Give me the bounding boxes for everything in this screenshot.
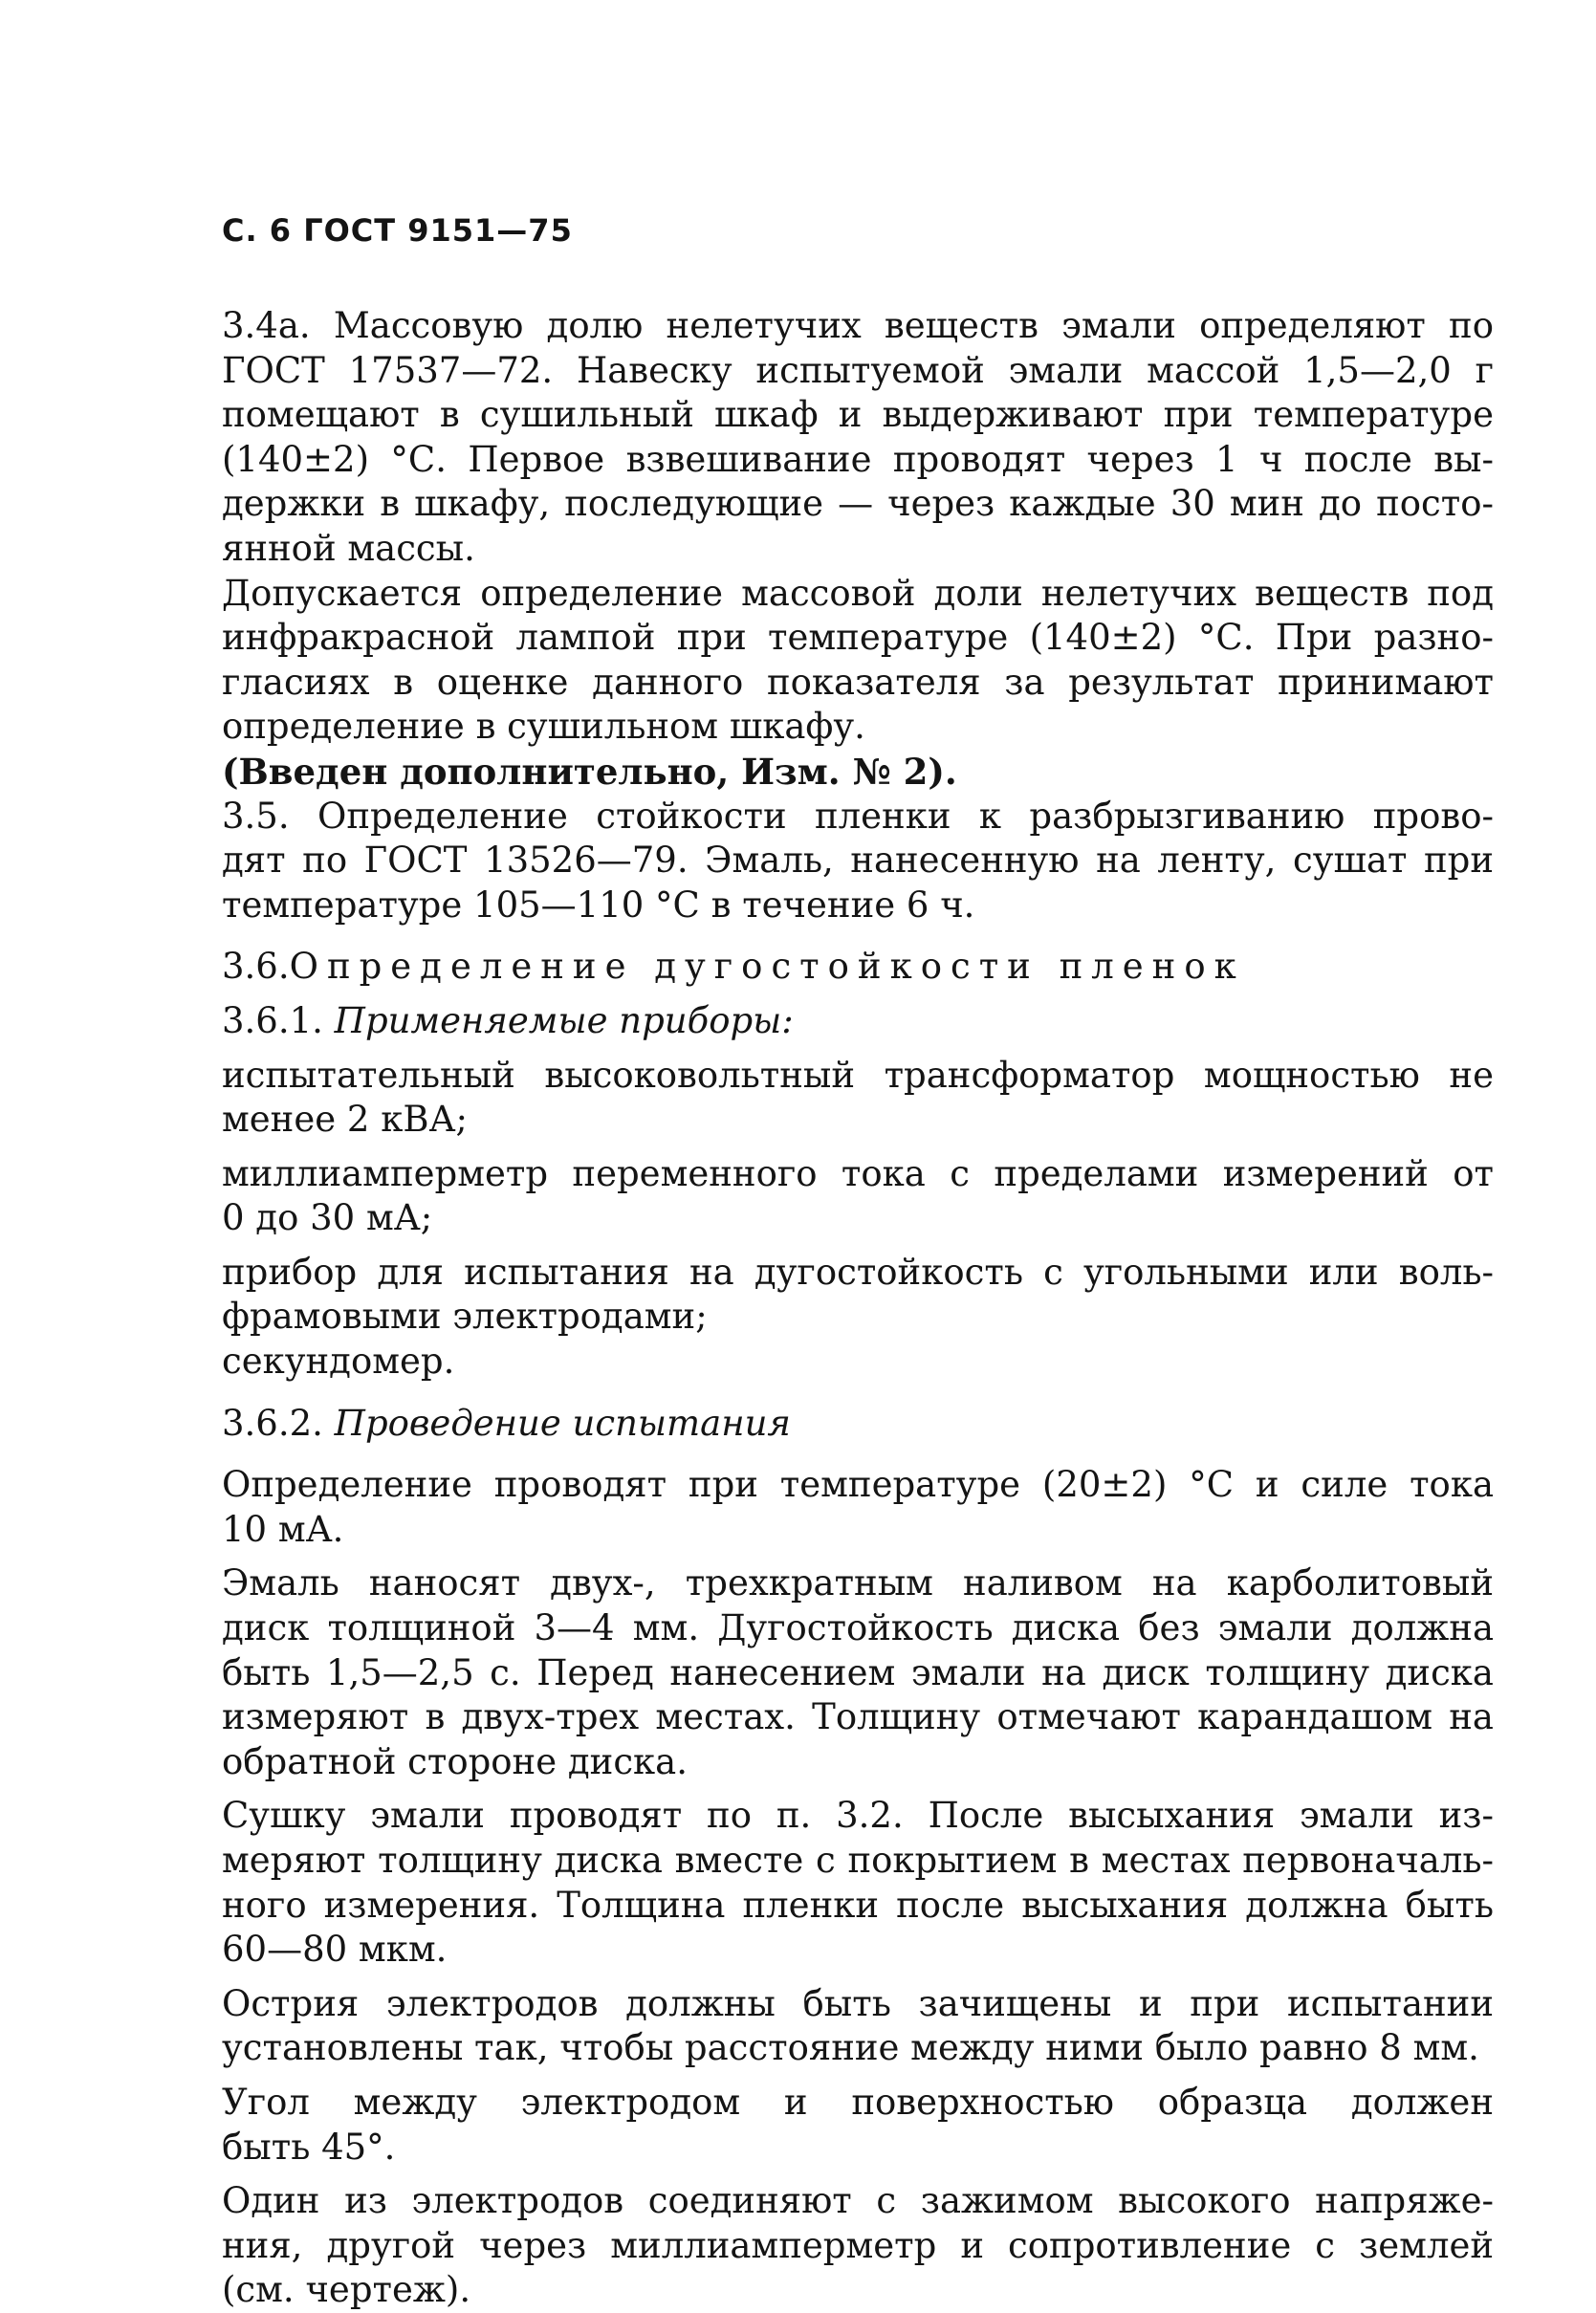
text-line: фрамовыми электродами; (222, 1296, 708, 1338)
text-line: 60—80 мкм. (222, 1929, 448, 1971)
text-line: Сушку эмали проводят по п. 3.2. После высыхания эмали из- (222, 1795, 1494, 1837)
text-line: гласиях в оценке данного показателя за результат принимают (222, 661, 1494, 703)
text-line: прибор для испытания на дугостойкость с угольными или воль- (222, 1251, 1494, 1293)
text-line: янной массы. (222, 527, 475, 569)
section-heading-3-6 (222, 945, 1494, 990)
text-line: миллиамперметр переменного тока с пределами измерений от (222, 1152, 1494, 1194)
list-item-milliammeter (222, 1152, 1494, 1241)
list-item-arc-device (222, 1251, 1494, 1340)
text-line: Один из электродов соединяют с зажимом высокого напряже- (222, 2180, 1494, 2222)
text-line: меряют толщину диска вместе с покрытием в местах первоначаль- (222, 1840, 1494, 1881)
heading-line (222, 945, 1494, 990)
section-title: Определение дугостойкости пленок (289, 946, 1245, 988)
section-number: 3.6. (222, 946, 290, 988)
page-header: С. 6 ГОСТ 9151—75 (222, 212, 573, 249)
paragraph-3-4a (222, 304, 1494, 572)
text-line: испытательный высоковольтный трансформатор мощностью не (222, 1054, 1494, 1096)
paragraph-electrode-tips (222, 1982, 1494, 2071)
amendment-note (222, 750, 1494, 795)
list-item-stopwatch (222, 1340, 1494, 1385)
text-line: 3.5. Определение стойкости пленки к разбрызгиванию прово- (222, 795, 1494, 837)
text-line: установлены так, чтобы расстояние между ними было равно 8 мм. (222, 2027, 1479, 2069)
text-line: Определение проводят при температуре (20±2) °С и силе тока (222, 1464, 1494, 1506)
subsection-heading-3-6-2 (222, 1402, 1494, 1447)
text-line: (140±2) °С. Первое взвешивание проводят через 1 ч после вы- (222, 438, 1494, 480)
text-line: температуре 105—110 °С в течение 6 ч. (222, 884, 975, 926)
paragraph-permitted (222, 572, 1494, 750)
subsection-title: Проведение испытания (334, 1402, 791, 1444)
text-line: (см. чертеж). (222, 2269, 471, 2311)
text-line: держки в шкафу, последующие — через каждые 30 мин до посто- (222, 483, 1494, 525)
paragraph-enamel-application (222, 1561, 1494, 1784)
text-line: дят по ГОСТ 13526—79. Эмаль, нанесенную на ленту, сушат при (222, 840, 1494, 882)
subsection-heading-3-6-1 (222, 999, 1494, 1044)
text-line: быть 1,5—2,5 с. Перед нанесением эмали на диск толщину диска (222, 1651, 1494, 1693)
text-line: 0 до 30 мА; (222, 1197, 433, 1239)
paragraph-test-conditions (222, 1463, 1494, 1552)
subsection-number: 3.6.1. (222, 999, 323, 1041)
text-line: инфракрасной лампой при температуре (140±2) °С. При разно- (222, 617, 1494, 659)
paragraph-electrode-connection (222, 2179, 1494, 2313)
text-line: менее 2 кВА; (222, 1099, 468, 1141)
text-line: помещают в сушильный шкаф и выдерживают при температуре (222, 394, 1494, 436)
paragraph-3-5 (222, 795, 1494, 928)
text-line: Эмаль наносят двух-, трехкратным наливом на карболитовый (222, 1562, 1494, 1604)
text-line: 10 мА. (222, 1508, 344, 1550)
text-line: диск толщиной 3—4 мм. Дугостойкость диска без эмали должна (222, 1607, 1494, 1649)
document-body (222, 304, 1494, 2313)
text-line: быть 45°. (222, 2126, 396, 2168)
text-line: определение в сушильном шкафу. (222, 706, 865, 748)
text-line: Острия электродов должны быть зачищены и при испытании (222, 1982, 1494, 2024)
text-line: ния, другой через миллиамперметр и сопротивление с землей (222, 2224, 1494, 2266)
paragraph-drying (222, 1794, 1494, 1972)
heading-line (222, 999, 1494, 1044)
subsection-title: Применяемые приборы: (334, 999, 794, 1041)
heading-line (222, 1402, 1494, 1447)
subsection-number: 3.6.2. (222, 1402, 323, 1444)
text-line: обратной стороне диска. (222, 1740, 688, 1782)
text-line: секундомер. (222, 1341, 455, 1383)
text-line: (Введен дополнительно, Изм. № 2). (222, 750, 957, 793)
text-line: ного измерения. Толщина пленки после высыхания должна быть (222, 1884, 1494, 1926)
list-item-transformer (222, 1054, 1494, 1143)
text-line: Угол между электродом и поверхностью образца должен (222, 2081, 1494, 2123)
text-line: измеряют в двух-трех местах. Толщину отмечают карандашом на (222, 1696, 1494, 1738)
text-line: 3.4а. Массовую долю нелетучих веществ эмали определяют по (222, 305, 1494, 346)
paragraph-electrode-angle (222, 2081, 1494, 2170)
text-line: ГОСТ 17537—72. Навеску испытуемой эмали массой 1,5—2,0 г (222, 349, 1494, 391)
text-line: Допускается определение массовой доли нелетучих веществ под (222, 572, 1494, 614)
